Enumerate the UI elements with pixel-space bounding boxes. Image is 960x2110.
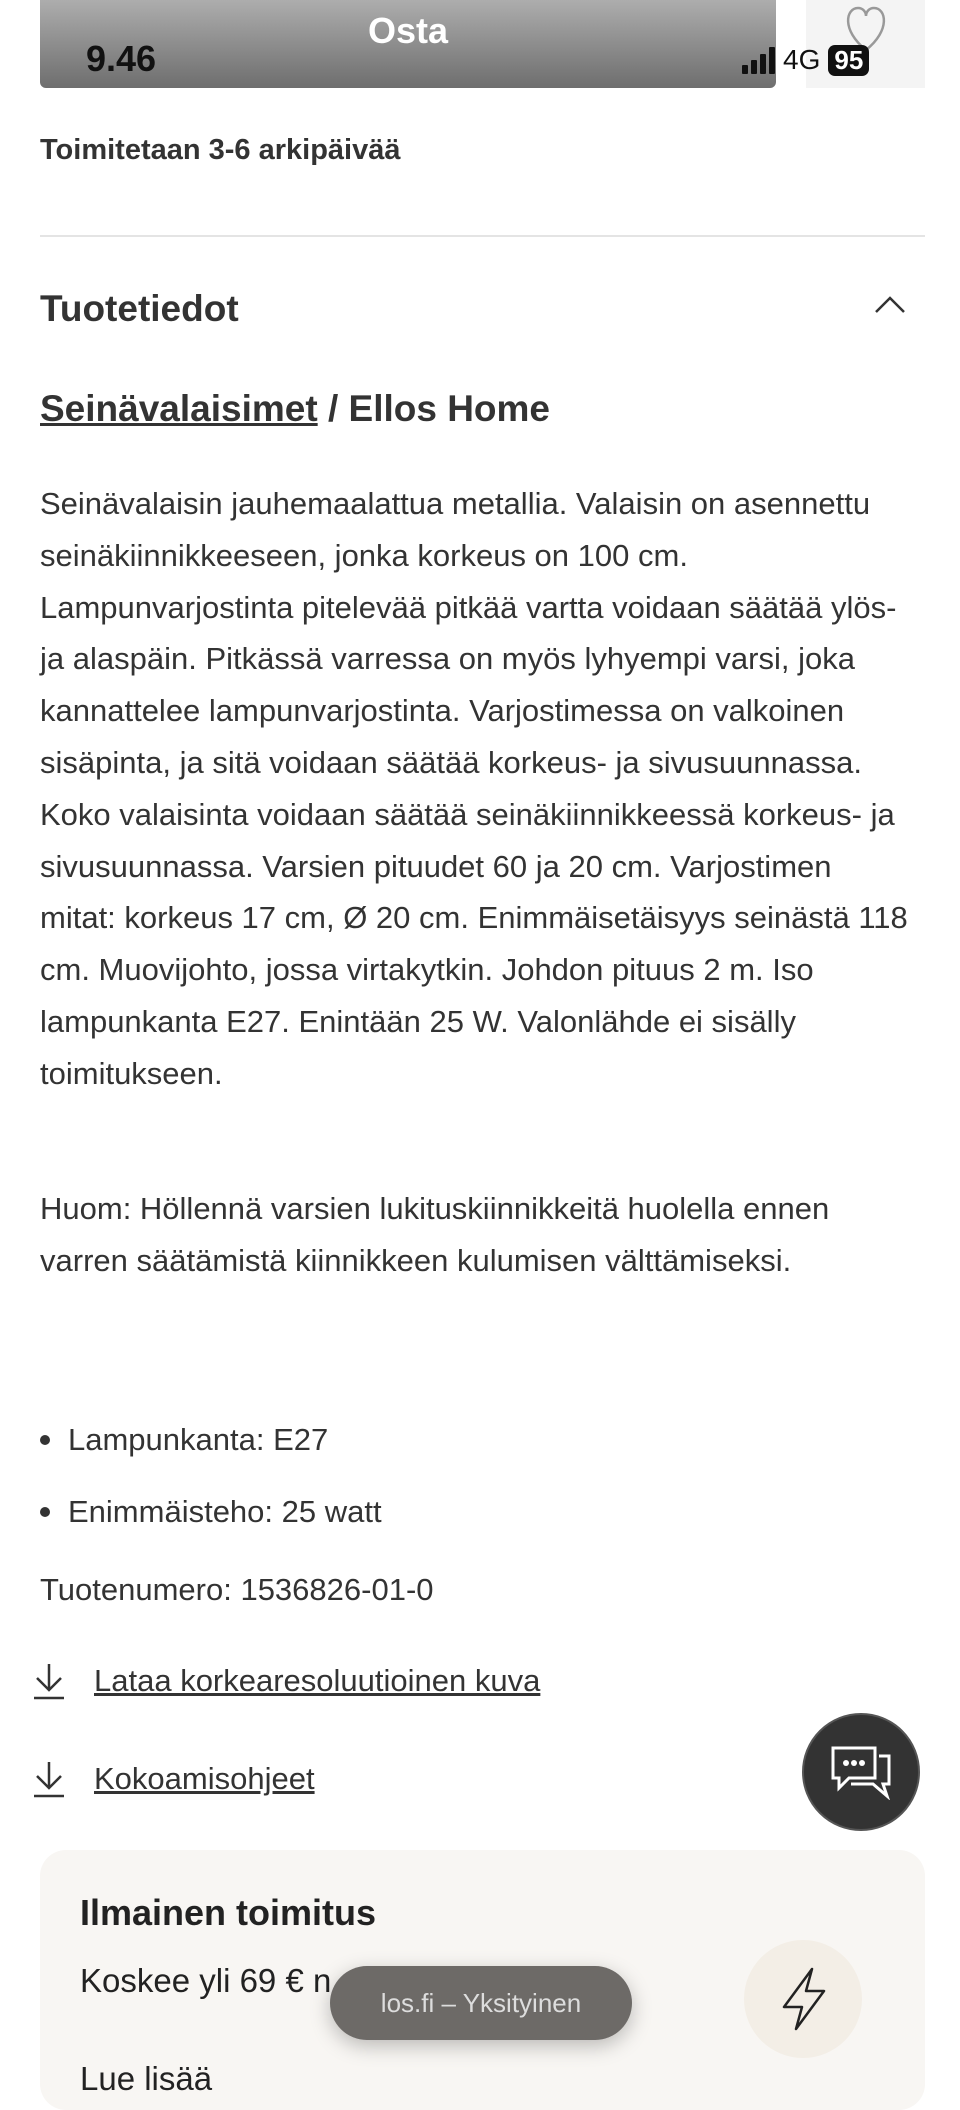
product-note: Huom: Höllennä varsien lukituskiinnikkeitä huolella ennen varren säätämistä kiinnikkeen kulumisen välttämiseksi.	[40, 1191, 830, 1278]
download-icon	[32, 1662, 66, 1700]
list-item: Enimmäisteho: 25 watt	[40, 1476, 382, 1548]
section-title[interactable]: Tuotetiedot	[40, 288, 239, 329]
spec-list	[40, 1404, 382, 1548]
delivery-time: Toimitetaan 3-6 arkipäivää	[40, 134, 401, 166]
read-more-link[interactable]: Lue lisää	[80, 2060, 213, 2097]
battery-indicator: 95	[828, 45, 869, 76]
product-description: Seinävalaisin jauhemaalattua metallia. Valaisin on asennettu seinäkiinnikkeeseen, jonka korkeus on 100 cm. Lampunvarjostinta pitelevää pitkää vartta voidaan säätää ylös- ja alaspäin. Pitkässä varressa on myös lyhyempi varsi, joka kannattelee lampunvarjostinta. Varjostimessa on valkoinen sisäpinta, ja sitä voidaan säätää korkeus- ja sivusuunnassa. Koko valaisinta voidaan säätää seinäkiinnikkeessä korkeus- ja sivusuunnassa. Varsien pituudet 60 ja 20 cm. Varjostimen mitat: korkeus 17 cm, Ø 20 cm. Enimmäisetäisyys seinästä 118 cm. Muovijohto, jossa virtakytkin. Johdon pituus 2 m. Iso lampunkanta E27. Enintään 25 W. Valonlähde ei sisälly toimitukseen.	[40, 486, 908, 1091]
status-icons	[742, 44, 869, 76]
card-text: Koskee yli 69 € n	[80, 1962, 332, 1999]
status-time: 9.46	[86, 38, 157, 79]
signal-icon	[742, 46, 775, 74]
lightning-icon	[778, 1967, 828, 2031]
card-title: Ilmainen toimitus	[80, 1892, 377, 1933]
download-icon	[32, 1760, 66, 1798]
download-image-label: Lataa korkearesoluutioinen kuva	[94, 1663, 541, 1698]
list-item: Lampunkanta: E27	[40, 1404, 382, 1476]
download-image-link[interactable]	[32, 1662, 540, 1700]
assembly-instructions-label: Kokoamisohjeet	[94, 1761, 315, 1796]
lightning-badge	[744, 1940, 862, 2058]
browser-address-pill[interactable]: los.fi – Yksityinen	[330, 1966, 632, 2040]
product-number: Tuotenumero: 1536826-01-0	[40, 1572, 434, 1607]
assembly-instructions-link[interactable]	[32, 1760, 315, 1798]
divider	[40, 235, 925, 237]
breadcrumb-separator: /	[317, 388, 349, 429]
network-label: 4G	[783, 44, 821, 75]
buy-button[interactable]: Osta	[40, 0, 776, 88]
chevron-up-icon[interactable]	[874, 292, 906, 316]
chat-icon	[829, 1744, 893, 1800]
breadcrumb	[40, 388, 550, 430]
breadcrumb-brand: Ellos Home	[348, 388, 551, 429]
chat-button[interactable]	[802, 1713, 920, 1831]
breadcrumb-category-link[interactable]: Seinävalaisimet	[40, 388, 318, 429]
